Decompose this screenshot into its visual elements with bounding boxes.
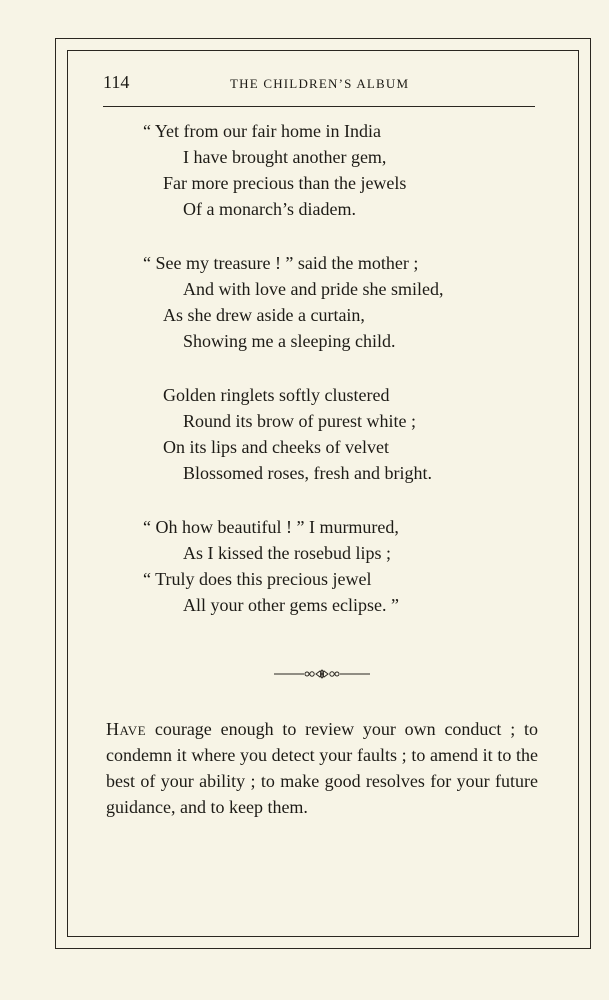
poem-line: Blossomed roses, fresh and bright. — [183, 463, 432, 483]
page-number: 114 — [103, 72, 130, 92]
poem-line: And with love and pride she smiled, — [183, 279, 444, 299]
running-title: THE CHILDREN’S ALBUM — [230, 76, 410, 91]
poem-stanza — [143, 118, 523, 222]
header-rule — [103, 106, 535, 107]
poem-stanza — [143, 250, 523, 354]
paragraph-text: courage enough to review your own conduct ; to condemn it where you detect your faults ; to amend it to the best of your ability ; to make good resolves for your future guidance, and to keep them. — [106, 719, 538, 817]
poem-line: Far more precious than the jewels — [163, 173, 407, 193]
poem-line: I have brought another gem, — [183, 147, 387, 167]
poem-line: Of a monarch’s diadem. — [183, 199, 356, 219]
poem-line: “ Yet from our fair home in India — [143, 121, 381, 141]
paragraph-lead-word: Have — [106, 719, 147, 739]
poem-stanza — [143, 382, 523, 486]
poem-line: Showing me a sleeping child. — [183, 331, 396, 351]
decorative-divider-icon — [274, 667, 370, 681]
page-header — [103, 72, 535, 100]
poem-line: Golden ringlets softly clustered — [163, 385, 390, 405]
poem — [143, 118, 523, 646]
poem-line: On its lips and cheeks of velvet — [163, 437, 389, 457]
poem-stanza — [143, 514, 523, 618]
moral-paragraph — [106, 716, 538, 820]
poem-line: As I kissed the rosebud lips ; — [183, 543, 391, 563]
poem-line: “ See my treasure ! ” said the mother ; — [143, 253, 419, 273]
poem-line: “ Truly does this precious jewel — [143, 569, 372, 589]
poem-line: Round its brow of purest white ; — [183, 411, 416, 431]
poem-line: All your other gems eclipse. ” — [183, 595, 399, 615]
poem-line: As she drew aside a curtain, — [163, 305, 365, 325]
poem-line: “ Oh how beautiful ! ” I murmured, — [143, 517, 399, 537]
